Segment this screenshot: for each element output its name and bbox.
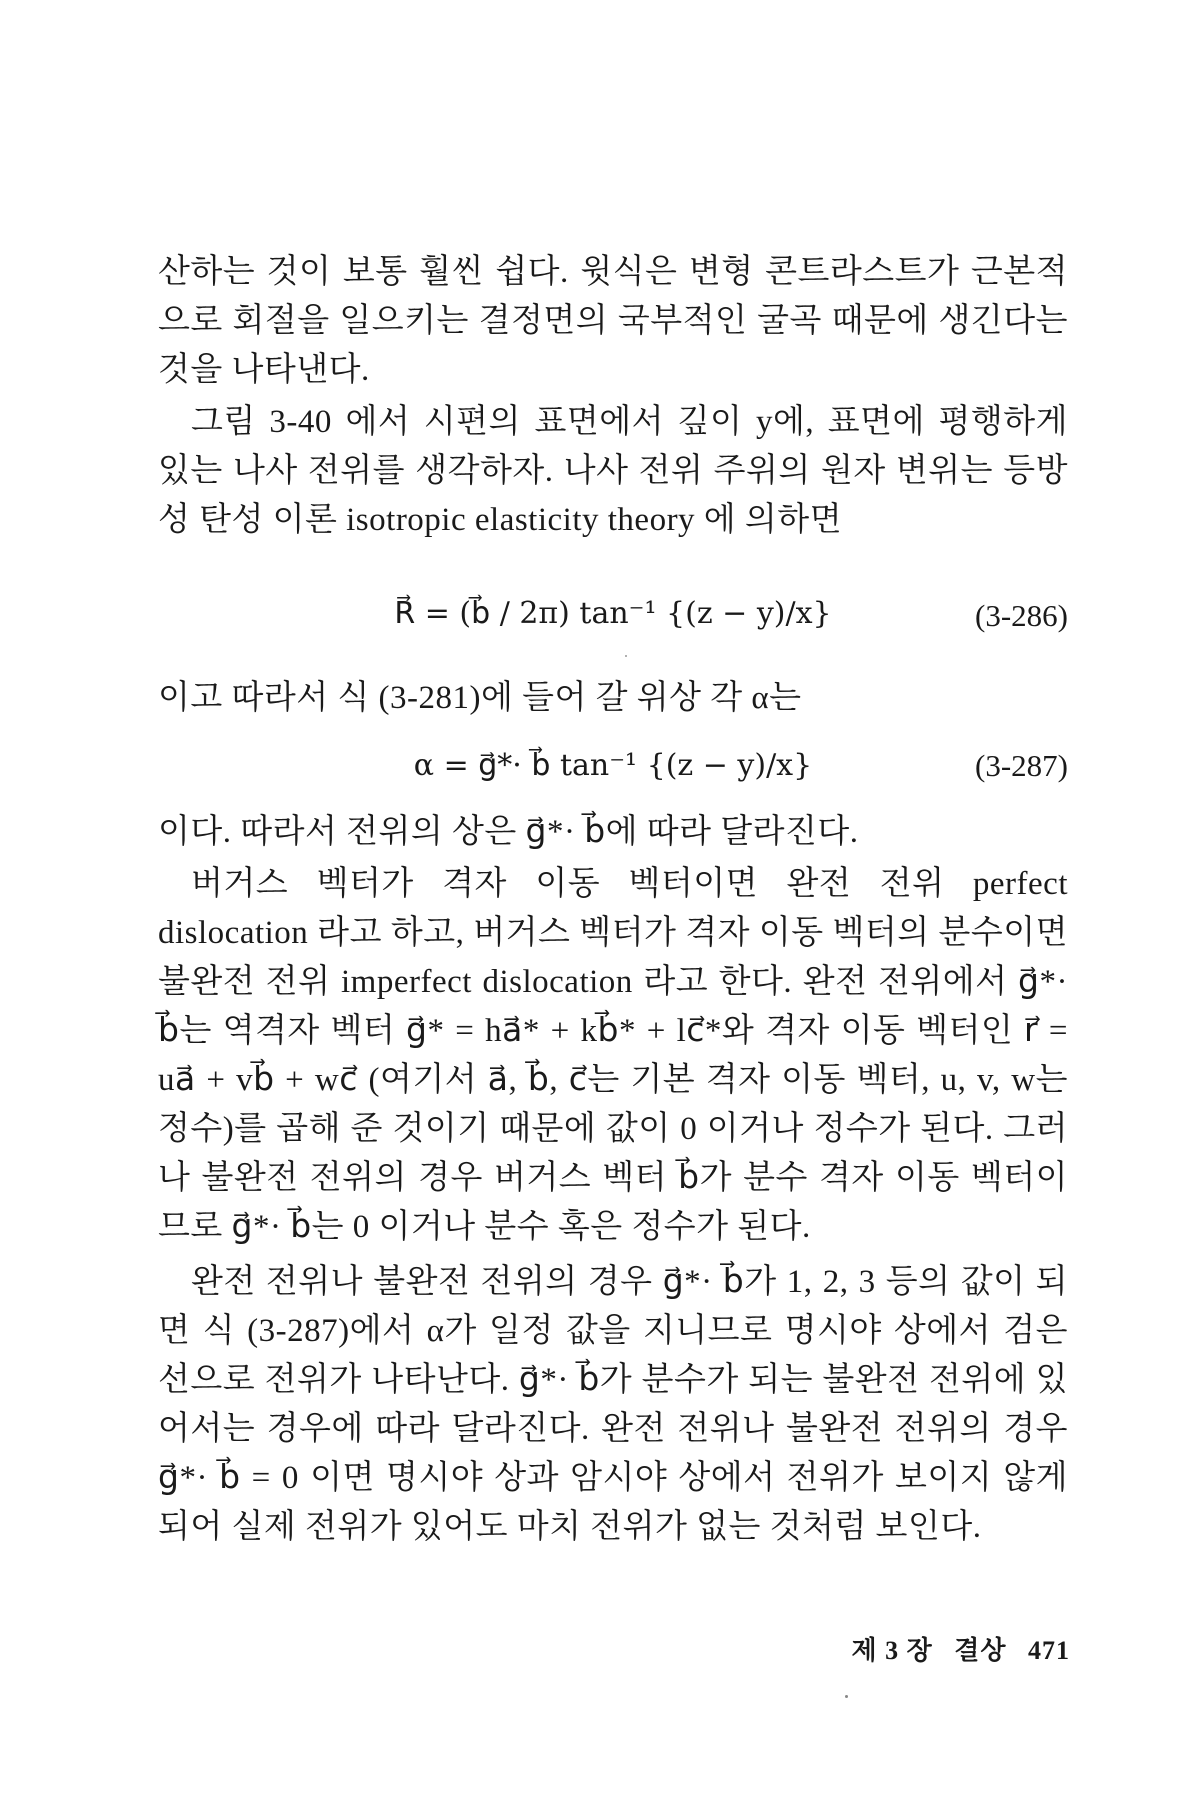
paragraph-text: 이다. 따라서 전위의 상은 g⃗*· b⃗에 따라 달라진다.: [158, 814, 859, 850]
paragraph-text: 이고 따라서 식 (3-281)에 들어 갈 위상 각 α는: [158, 680, 802, 716]
scan-speck: [625, 655, 627, 657]
page-number: 471: [1028, 1636, 1070, 1665]
paragraph-3: [158, 674, 1068, 723]
paragraph-text: 버거스 벡터가 격자 이동 벡터이면 완전 전위 perfect dislocation 라고 하고, 버거스 벡터가 격자 이동 벡터의 분수이면 불완전 전위 imperfect dislocation 라고 한다. 완전 전위에서 g⃗*· b⃗는 역격자 벡터 g⃗* = ha⃗* + kb⃗* + lc⃗*와 격자 이동 벡터인 r⃗ = ua⃗ + vb⃗ + wc⃗ (여기서 a⃗, b⃗, c⃗는 기본 격자 이동 벡터, u, v, w는 정수)를 곱해 준 것이기 때문에 값이 0 이거나 정수가 된다. 그러나 불완전 전위의 경우 버거스 벡터 b⃗가 분수 격자 이동 벡터이므로 g⃗*· b⃗는 0 이거나 분수 혹은 정수가 된다.: [158, 866, 1068, 1245]
paragraph-5: [158, 860, 1068, 1252]
equation-3-287: [158, 738, 1068, 818]
paragraph-text: 그림 3-40 에서 시편의 표면에서 깊이 y에, 표면에 평행하게 있는 나사 전위를 생각하자. 나사 전위 주위의 원자 변위는 등방성 탄성 이론 isotropic elasticity theory 에 의하면: [158, 404, 1068, 538]
scan-speck: [845, 1695, 848, 1698]
equation-number: (3-286): [975, 598, 1068, 633]
paragraph-text: 완전 전위나 불완전 전위의 경우 g⃗*· b⃗가 1, 2, 3 등의 값이 되면 식 (3-287)에서 α가 일정 값을 지니므로 명시야 상에서 검은 선으로 전위가 나타난다. g⃗*· b⃗가 분수가 되는 불완전 전위에 있어서는 경우에 따라 달라진다. 완전 전위나 불완전 전위의 경우 g⃗*· b⃗ = 0 이면 명시야 상과 암시야 상에서 전위가 보이지 않게 되어 실제 전위가 있어도 마치 전위가 없는 것처럼 보인다.: [158, 1264, 1068, 1545]
paragraph-text: 산하는 것이 보통 훨씬 쉽다. 윗식은 변형 콘트라스트가 근본적으로 회절을 일으키는 결정면의 국부적인 굴곡 때문에 생긴다는 것을 나타낸다.: [158, 254, 1068, 388]
paragraph-4: [158, 808, 1068, 857]
equation-body: α = g⃗*· b⃗ tan⁻¹ {(z − y)/x}: [413, 748, 813, 783]
equation-3-286: [158, 578, 1068, 658]
chapter-label: 제 3 장: [851, 1636, 933, 1665]
page-footer: [0, 1630, 1070, 1667]
paragraph-1: [158, 248, 1068, 395]
equation-body: R⃗ = (b⃗ / 2π) tan⁻¹ {(z − y)/x}: [394, 596, 832, 631]
section-label: 결상: [954, 1636, 1007, 1665]
equation-number: (3-287): [975, 748, 1068, 783]
paragraph-6: [158, 1258, 1068, 1552]
paragraph-2: [158, 398, 1068, 545]
